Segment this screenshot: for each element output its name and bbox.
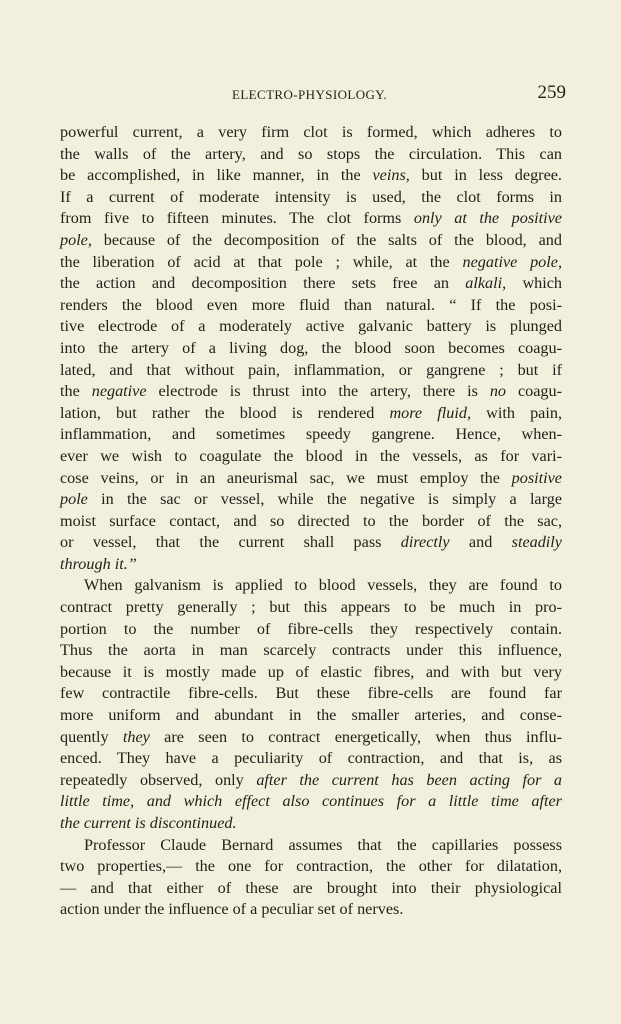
text-segment: When galvanism is applied to blood vessels, they are found to xyxy=(84,576,562,595)
italic-text: more fluid, xyxy=(389,403,471,422)
text-line xyxy=(60,705,562,727)
text-segment: the liberation of acid at that pole ; while, at the xyxy=(60,252,463,271)
text-line xyxy=(60,791,562,813)
text-segment: the action and decomposition there sets free an xyxy=(60,274,466,293)
text-segment: from five to fifteen minutes. The clot forms xyxy=(60,209,414,228)
text-line xyxy=(60,511,562,533)
italic-text: steadily xyxy=(511,533,562,552)
running-title: ELECTRO-PHYSIOLOGY. xyxy=(232,87,388,102)
text-segment: which xyxy=(506,274,563,293)
text-line xyxy=(60,144,562,166)
italic-text: veins, xyxy=(372,166,410,185)
text-line xyxy=(60,187,562,209)
text-segment: powerful current, a very firm clot is formed, which adheres to xyxy=(60,123,562,141)
page-number: 259 xyxy=(537,82,566,103)
text-segment: be accomplished, in like manner, in the xyxy=(60,166,373,185)
body-text xyxy=(60,122,562,921)
text-line xyxy=(60,532,562,554)
text-segment: tive electrode of a moderately active galvanic battery is plunged xyxy=(60,317,562,336)
text-line xyxy=(60,575,562,597)
italic-text: positive xyxy=(511,468,562,487)
text-line xyxy=(60,338,562,360)
text-segment: Thus the aorta in man scarcely contracts under this influence, xyxy=(60,641,562,660)
italic-text: no xyxy=(489,382,507,401)
text-line xyxy=(60,468,562,490)
text-segment: lation, but rather the blood is rendered xyxy=(60,403,390,422)
text-segment: and xyxy=(449,533,512,552)
text-segment: into the artery of a living dog, the blood soon becomes coagu- xyxy=(60,338,562,357)
italic-text: only at the positive xyxy=(413,209,562,228)
italic-text: little time, and which effect also continues for a little time after xyxy=(60,792,562,811)
text-segment: two properties,— the one for contraction, the other for dilatation, xyxy=(60,857,562,876)
text-segment: because it is mostly made up of elastic fibres, and with but very xyxy=(60,662,562,681)
text-segment: electrode is thrust into the artery, there is xyxy=(146,382,490,401)
italic-text: negative pole, xyxy=(462,252,562,271)
text-line xyxy=(60,835,562,857)
italic-text: pole, xyxy=(60,230,92,249)
text-line xyxy=(60,360,562,382)
text-segment: repeatedly observed, only xyxy=(60,770,257,789)
text-line xyxy=(60,252,562,274)
text-line xyxy=(60,230,562,252)
italic-text: negative xyxy=(91,382,147,401)
italic-text: they xyxy=(122,727,150,746)
text-line xyxy=(60,122,562,144)
text-segment: If a current of moderate intensity is used, the clot forms in xyxy=(60,187,562,206)
text-line xyxy=(60,489,562,511)
text-segment: with pain, xyxy=(471,403,562,422)
text-segment: moist surface contact, and so directed to the border of the sac, xyxy=(60,511,562,530)
text-line xyxy=(60,554,562,576)
text-line xyxy=(60,619,562,641)
text-segment: but in less degree. xyxy=(409,166,562,185)
text-segment: quently xyxy=(60,727,123,746)
text-line xyxy=(60,899,562,921)
text-segment: ever we wish to coagulate the blood in the vessels, as for vari- xyxy=(60,446,562,465)
text-line xyxy=(60,640,562,662)
text-segment: few contractile fibre-cells. But these fibre-cells are found far xyxy=(60,684,562,703)
text-segment: more uniform and abundant in the smaller arteries, and conse- xyxy=(60,706,562,725)
text-segment: renders the blood even more fluid than natural. “ If the posi- xyxy=(60,295,562,314)
text-line xyxy=(60,165,562,187)
italic-text: through it.” xyxy=(60,554,137,573)
text-segment: action under the influence of a peculiar set of nerves. xyxy=(60,900,404,919)
text-line xyxy=(60,813,562,835)
text-line xyxy=(60,424,562,446)
text-segment: the xyxy=(60,382,92,401)
text-segment: lated, and that without pain, inflammation, or gangrene ; but if xyxy=(60,360,562,379)
text-segment: contract pretty generally ; but this appears to be much in pro- xyxy=(60,598,562,617)
italic-text: after the current has been acting for a xyxy=(256,770,563,789)
text-segment: in the sac or vessel, while the negative is simply a large xyxy=(87,490,562,509)
text-line xyxy=(60,208,562,230)
page-header xyxy=(60,82,566,106)
text-segment: inflammation, and sometimes speedy gangrene. Hence, when- xyxy=(60,425,562,444)
text-line xyxy=(60,316,562,338)
text-line xyxy=(60,856,562,878)
text-line xyxy=(60,662,562,684)
italic-text: alkali, xyxy=(465,274,507,293)
text-line xyxy=(60,878,562,900)
text-line xyxy=(60,295,562,317)
text-line xyxy=(60,683,562,705)
text-segment: or vessel, that the current shall pass xyxy=(60,533,401,552)
text-segment: because of the decomposition of the salts of the blood, and xyxy=(91,230,562,249)
text-segment: cose veins, or in an aneurismal sac, we must employ the xyxy=(60,468,512,487)
text-segment: are seen to contract energetically, when thus influ- xyxy=(149,727,562,746)
text-segment: enced. They have a peculiarity of contraction, and that is, as xyxy=(60,749,562,768)
italic-text: the current is discontinued. xyxy=(60,814,237,832)
text-line xyxy=(60,597,562,619)
text-line xyxy=(60,381,562,403)
italic-text: directly xyxy=(400,533,450,552)
italic-text: pole xyxy=(60,490,88,509)
text-segment: — and that either of these are brought into their physiological xyxy=(60,878,562,897)
text-line xyxy=(60,403,562,425)
text-line xyxy=(60,273,562,295)
text-segment: portion to the number of fibre-cells they respectively contain. xyxy=(60,619,562,638)
text-line xyxy=(60,770,562,792)
text-line xyxy=(60,748,562,770)
text-segment: Professor Claude Bernard assumes that the capillaries possess xyxy=(84,835,562,854)
text-segment: coagu- xyxy=(506,382,562,401)
text-segment: the walls of the artery, and so stops the circulation. This can xyxy=(60,144,562,163)
text-line xyxy=(60,727,562,749)
text-line xyxy=(60,446,562,468)
